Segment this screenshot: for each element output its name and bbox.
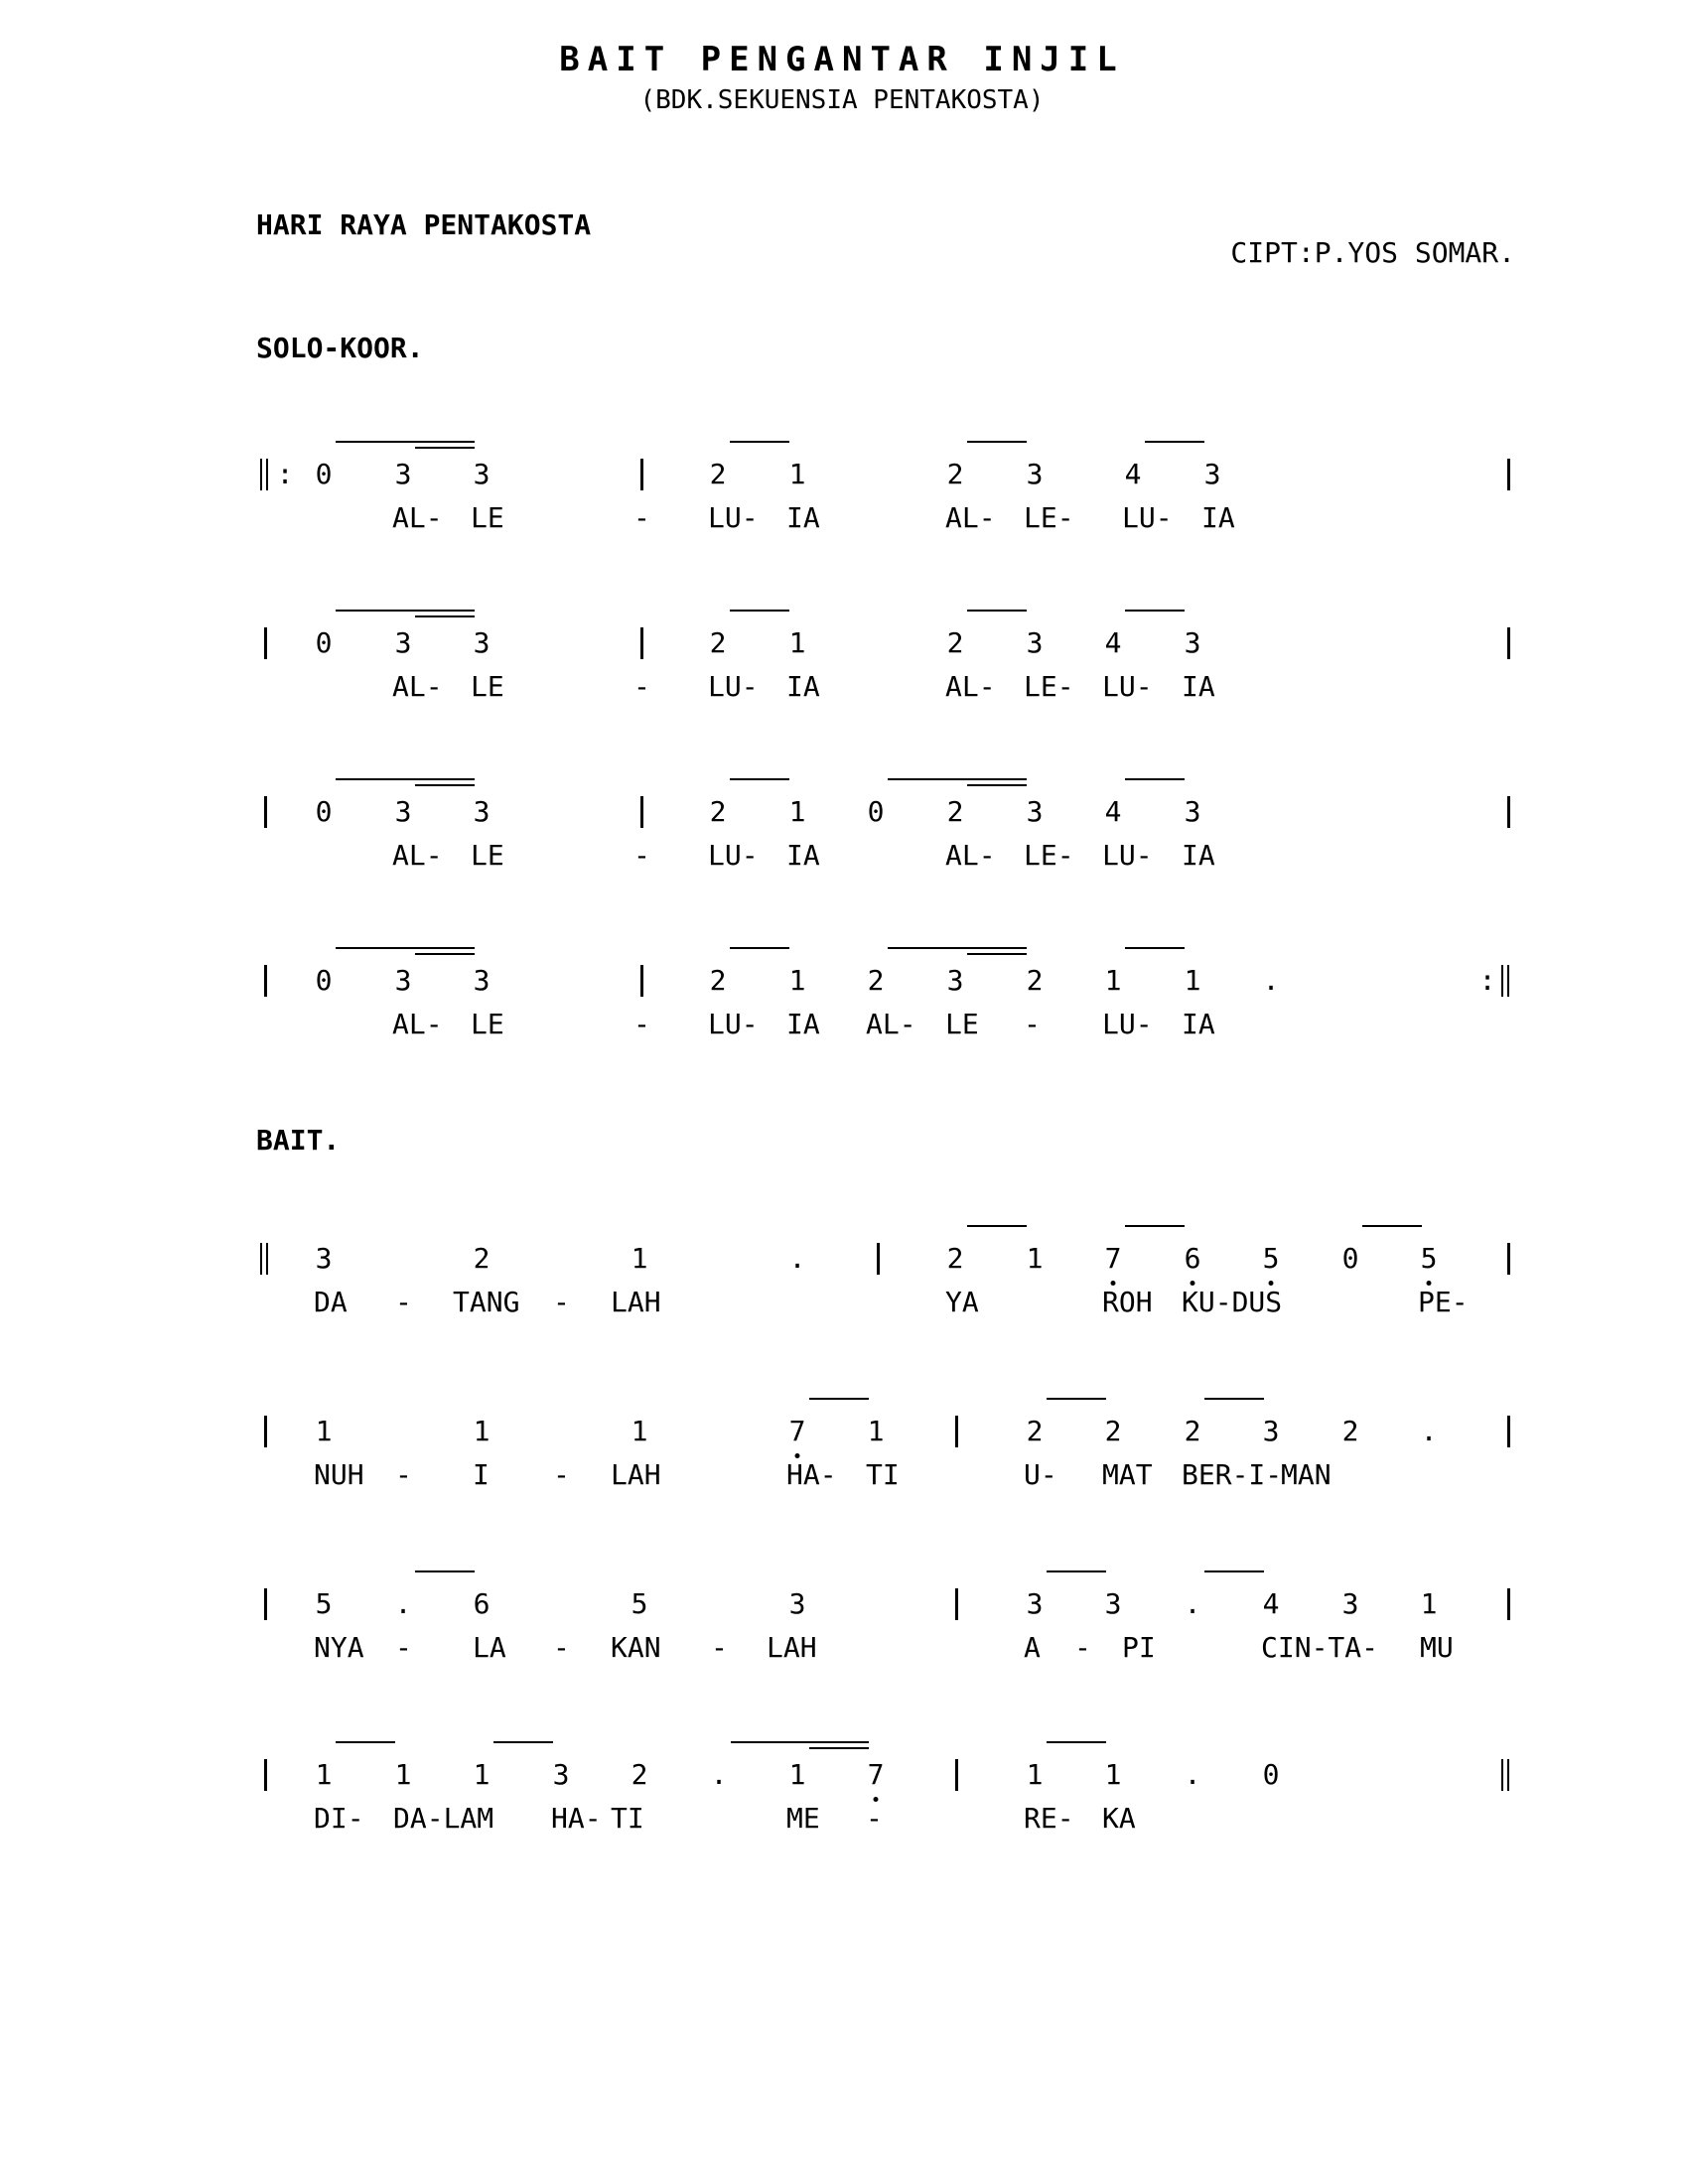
lyric: AL- bbox=[392, 670, 443, 703]
lyric: DA bbox=[314, 1286, 348, 1318]
beam bbox=[967, 1225, 1027, 1227]
lyric: PE- bbox=[1418, 1286, 1469, 1318]
lyric: IA bbox=[1182, 670, 1215, 703]
barline bbox=[1507, 459, 1510, 490]
note: 3 bbox=[1184, 626, 1201, 659]
lyric: LE bbox=[471, 1008, 504, 1040]
note: 3 bbox=[473, 458, 491, 490]
note: 1 bbox=[788, 626, 806, 659]
beam bbox=[1362, 1225, 1422, 1227]
beam bbox=[1047, 1570, 1106, 1572]
lyric: ROH bbox=[1102, 1286, 1153, 1318]
lyric: LE bbox=[471, 501, 504, 534]
lyric: AL- bbox=[392, 501, 443, 534]
beam bbox=[336, 947, 475, 949]
lyric: KA bbox=[1102, 1802, 1136, 1835]
note: 3 bbox=[552, 1758, 570, 1791]
note: 3 bbox=[1104, 1587, 1122, 1620]
note-dot: . bbox=[1262, 964, 1280, 997]
beam bbox=[967, 610, 1027, 612]
beam bbox=[415, 447, 475, 449]
page-subtitle: (BDK.SEKUENSIA PENTAKOSTA) bbox=[639, 85, 1045, 115]
barline bbox=[640, 627, 643, 659]
lyric: - bbox=[633, 501, 650, 534]
score-row-7 bbox=[0, 1588, 1684, 1717]
note: 1 bbox=[394, 1758, 412, 1791]
note: 4 bbox=[1262, 1587, 1280, 1620]
composer-credit: CIPT:P.YOS SOMAR. bbox=[1230, 236, 1515, 269]
note: 3 bbox=[1341, 1587, 1359, 1620]
lyric: IA bbox=[1201, 501, 1235, 534]
lyric: I bbox=[473, 1458, 490, 1491]
lyric: - bbox=[711, 1631, 728, 1664]
note: 1 bbox=[315, 1758, 333, 1791]
note: 7 bbox=[867, 1758, 885, 1791]
lyric: CIN-TA- bbox=[1261, 1631, 1379, 1664]
lyric: LE bbox=[471, 670, 504, 703]
barline bbox=[955, 1416, 958, 1447]
repeat-colon: : bbox=[1478, 964, 1496, 997]
beam bbox=[415, 615, 475, 617]
barline bbox=[955, 1588, 958, 1620]
lyric: IA bbox=[786, 1008, 820, 1040]
barline bbox=[264, 1759, 267, 1791]
beam bbox=[1125, 778, 1185, 780]
lyric: - bbox=[866, 1802, 883, 1835]
note: 3 bbox=[1026, 1587, 1044, 1620]
note: 2 bbox=[1104, 1415, 1122, 1447]
barline bbox=[1507, 1416, 1510, 1447]
beam bbox=[809, 1398, 869, 1400]
lyric: MU bbox=[1420, 1631, 1454, 1664]
barline bbox=[1507, 627, 1510, 659]
lyric: - bbox=[1074, 1631, 1091, 1664]
lyric: LU- bbox=[1122, 501, 1173, 534]
note: 0 bbox=[1262, 1758, 1280, 1791]
score-row-1 bbox=[0, 459, 1684, 588]
lyric: - bbox=[633, 670, 650, 703]
lyric: LE- bbox=[1024, 839, 1074, 872]
section-bait: BAIT. bbox=[256, 1124, 341, 1157]
beam bbox=[1204, 1570, 1264, 1572]
beam bbox=[809, 1747, 869, 1749]
beam bbox=[730, 778, 789, 780]
beam bbox=[730, 947, 789, 949]
lyric: LA bbox=[473, 1631, 506, 1664]
lyric: MAN bbox=[1281, 1458, 1332, 1491]
note: 2 bbox=[867, 964, 885, 997]
lyric: LU- bbox=[708, 839, 759, 872]
note: 1 bbox=[788, 964, 806, 997]
score-row-3 bbox=[0, 796, 1684, 925]
barline bbox=[1507, 1588, 1510, 1620]
beam bbox=[493, 1741, 553, 1743]
lyric: AL- bbox=[945, 501, 996, 534]
lyric: PI bbox=[1122, 1631, 1156, 1664]
note: 5 bbox=[1262, 1242, 1280, 1275]
lyric: - bbox=[553, 1631, 570, 1664]
note: 3 bbox=[394, 795, 412, 828]
beam bbox=[1125, 947, 1185, 949]
lyric: TI bbox=[611, 1802, 644, 1835]
score-row-8 bbox=[0, 1759, 1684, 1888]
note: 3 bbox=[1026, 626, 1044, 659]
note: 3 bbox=[788, 1587, 806, 1620]
lyric: U- bbox=[1024, 1458, 1057, 1491]
score-row-2 bbox=[0, 627, 1684, 756]
note: 2 bbox=[1184, 1415, 1201, 1447]
note: 3 bbox=[946, 964, 964, 997]
note: 1 bbox=[631, 1415, 648, 1447]
repeat-colon: : bbox=[276, 458, 294, 490]
lyric: IA bbox=[786, 670, 820, 703]
lyric: - bbox=[1024, 1008, 1041, 1040]
note: 2 bbox=[709, 964, 727, 997]
note: 4 bbox=[1104, 795, 1122, 828]
beam bbox=[967, 953, 1027, 955]
lyric: IA bbox=[786, 839, 820, 872]
note: 5 bbox=[315, 1587, 333, 1620]
lyric: LU- bbox=[1102, 839, 1153, 872]
note: 3 bbox=[1262, 1415, 1280, 1447]
beam bbox=[731, 1741, 869, 1743]
note: 2 bbox=[946, 626, 964, 659]
lyric: LE bbox=[945, 1008, 979, 1040]
lyric: RE- bbox=[1024, 1802, 1074, 1835]
lyric: LU- bbox=[1102, 1008, 1153, 1040]
note: 3 bbox=[315, 1242, 333, 1275]
note: 3 bbox=[1026, 458, 1044, 490]
beam bbox=[888, 778, 1027, 780]
barline bbox=[264, 796, 267, 828]
note: 2 bbox=[1026, 1415, 1044, 1447]
lyric: - bbox=[633, 839, 650, 872]
beam bbox=[415, 953, 475, 955]
beam bbox=[1047, 1398, 1106, 1400]
lyric: YA bbox=[945, 1286, 979, 1318]
lyric: ME bbox=[786, 1802, 820, 1835]
note: 1 bbox=[1026, 1242, 1044, 1275]
note: 7 bbox=[788, 1415, 806, 1447]
section-solo-koor: SOLO-KOOR. bbox=[256, 332, 424, 364]
lyric: NYA bbox=[314, 1631, 364, 1664]
note: 2 bbox=[709, 795, 727, 828]
lyric: NUH bbox=[314, 1458, 364, 1491]
lyric: LAH bbox=[767, 1631, 817, 1664]
beam bbox=[967, 441, 1027, 443]
lyric: HA- bbox=[551, 1802, 602, 1835]
note: 0 bbox=[1341, 1242, 1359, 1275]
note: 2 bbox=[946, 1242, 964, 1275]
note: 0 bbox=[315, 795, 333, 828]
note-dot: . bbox=[394, 1587, 412, 1620]
lyric: - bbox=[553, 1458, 570, 1491]
note: 2 bbox=[1026, 964, 1044, 997]
lyric: KAN bbox=[611, 1631, 661, 1664]
score-row-5 bbox=[0, 1243, 1684, 1372]
note: 3 bbox=[1203, 458, 1221, 490]
barline bbox=[877, 1243, 880, 1275]
note-dot: . bbox=[1420, 1415, 1438, 1447]
note: 2 bbox=[631, 1758, 648, 1791]
barline bbox=[1507, 1243, 1510, 1275]
barline bbox=[1507, 796, 1510, 828]
note: 0 bbox=[315, 626, 333, 659]
barline bbox=[264, 965, 267, 997]
note-dot: . bbox=[710, 1758, 728, 1791]
beam bbox=[1125, 610, 1185, 612]
lyric: MAT bbox=[1102, 1458, 1153, 1491]
beam bbox=[336, 610, 475, 612]
note: 1 bbox=[788, 795, 806, 828]
occasion-heading: HARI RAYA PENTAKOSTA bbox=[256, 208, 592, 241]
lyric: LE- bbox=[1024, 670, 1074, 703]
note: 1 bbox=[631, 1242, 648, 1275]
note: 2 bbox=[946, 795, 964, 828]
lyric: AL- bbox=[866, 1008, 916, 1040]
score-row-6 bbox=[0, 1416, 1684, 1545]
beam bbox=[415, 784, 475, 786]
beam bbox=[1047, 1741, 1106, 1743]
lyric: - bbox=[553, 1286, 570, 1318]
beam bbox=[336, 778, 475, 780]
lyric: KU-DUS bbox=[1182, 1286, 1283, 1318]
beam bbox=[730, 441, 789, 443]
barline bbox=[640, 459, 643, 490]
beam bbox=[1145, 441, 1204, 443]
note: 6 bbox=[1184, 1242, 1201, 1275]
note: 1 bbox=[1026, 1758, 1044, 1791]
note: 3 bbox=[394, 626, 412, 659]
beam bbox=[1204, 1398, 1264, 1400]
barline bbox=[264, 1588, 267, 1620]
lyric: LU- bbox=[708, 670, 759, 703]
lyric: DA-LAM bbox=[393, 1802, 494, 1835]
note: 3 bbox=[1026, 795, 1044, 828]
page-title: BAIT PENGANTAR INJIL bbox=[559, 40, 1125, 79]
note: 1 bbox=[1184, 964, 1201, 997]
barline bbox=[640, 965, 643, 997]
note: 2 bbox=[709, 458, 727, 490]
note: 3 bbox=[473, 964, 491, 997]
note: 1 bbox=[788, 1758, 806, 1791]
note: 1 bbox=[867, 1415, 885, 1447]
lyric: DI- bbox=[314, 1802, 364, 1835]
barline bbox=[640, 796, 643, 828]
note: 7 bbox=[1104, 1242, 1122, 1275]
note: 1 bbox=[1104, 964, 1122, 997]
lyric: LU- bbox=[708, 501, 759, 534]
lyric: AL- bbox=[392, 839, 443, 872]
note: 1 bbox=[473, 1415, 491, 1447]
note: 6 bbox=[473, 1587, 491, 1620]
beam bbox=[336, 441, 475, 443]
beam bbox=[1125, 1225, 1185, 1227]
note: 2 bbox=[473, 1242, 491, 1275]
note: 0 bbox=[867, 795, 885, 828]
beam bbox=[336, 1741, 395, 1743]
lyric: - bbox=[395, 1286, 412, 1318]
note: 3 bbox=[394, 458, 412, 490]
lyric: - bbox=[395, 1458, 412, 1491]
lyric: LU- bbox=[1102, 670, 1153, 703]
note: 1 bbox=[315, 1415, 333, 1447]
note-dot: . bbox=[1184, 1758, 1201, 1791]
barline bbox=[264, 1416, 267, 1447]
note: 3 bbox=[473, 626, 491, 659]
barline bbox=[955, 1759, 958, 1791]
score-row-4 bbox=[0, 965, 1684, 1094]
note-dot: . bbox=[788, 1242, 806, 1275]
lyric: LU- bbox=[708, 1008, 759, 1040]
beam bbox=[730, 610, 789, 612]
note: 5 bbox=[1420, 1242, 1438, 1275]
note: 1 bbox=[788, 458, 806, 490]
note: 3 bbox=[1184, 795, 1201, 828]
lyric: A bbox=[1024, 1631, 1041, 1664]
lyric: IA bbox=[1182, 839, 1215, 872]
lyric: TI bbox=[866, 1458, 900, 1491]
lyric: LE bbox=[471, 839, 504, 872]
note: 1 bbox=[1420, 1587, 1438, 1620]
note: 4 bbox=[1104, 626, 1122, 659]
lyric: IA bbox=[786, 501, 820, 534]
note: 3 bbox=[394, 964, 412, 997]
beam bbox=[967, 784, 1027, 786]
note: 5 bbox=[631, 1587, 648, 1620]
note: 0 bbox=[315, 458, 333, 490]
lyric: BER-I- bbox=[1182, 1458, 1283, 1491]
note: 3 bbox=[473, 795, 491, 828]
lyric: - bbox=[633, 1008, 650, 1040]
beam bbox=[415, 1570, 475, 1572]
note: 1 bbox=[1104, 1758, 1122, 1791]
lyric: HA- bbox=[786, 1458, 837, 1491]
beam bbox=[888, 947, 1027, 949]
note: 2 bbox=[1341, 1415, 1359, 1447]
note: 0 bbox=[315, 964, 333, 997]
note: 1 bbox=[473, 1758, 491, 1791]
lyric: AL- bbox=[392, 1008, 443, 1040]
lyric: LE- bbox=[1024, 501, 1074, 534]
note: 2 bbox=[709, 626, 727, 659]
lyric: IA bbox=[1182, 1008, 1215, 1040]
note: 2 bbox=[946, 458, 964, 490]
note-dot: . bbox=[1184, 1587, 1201, 1620]
lyric: AL- bbox=[945, 670, 996, 703]
lyric: TANG bbox=[453, 1286, 520, 1318]
barline bbox=[264, 627, 267, 659]
note: 4 bbox=[1124, 458, 1142, 490]
lyric: AL- bbox=[945, 839, 996, 872]
lyric: LAH bbox=[611, 1458, 661, 1491]
lyric: - bbox=[395, 1631, 412, 1664]
lyric: LAH bbox=[611, 1286, 661, 1318]
